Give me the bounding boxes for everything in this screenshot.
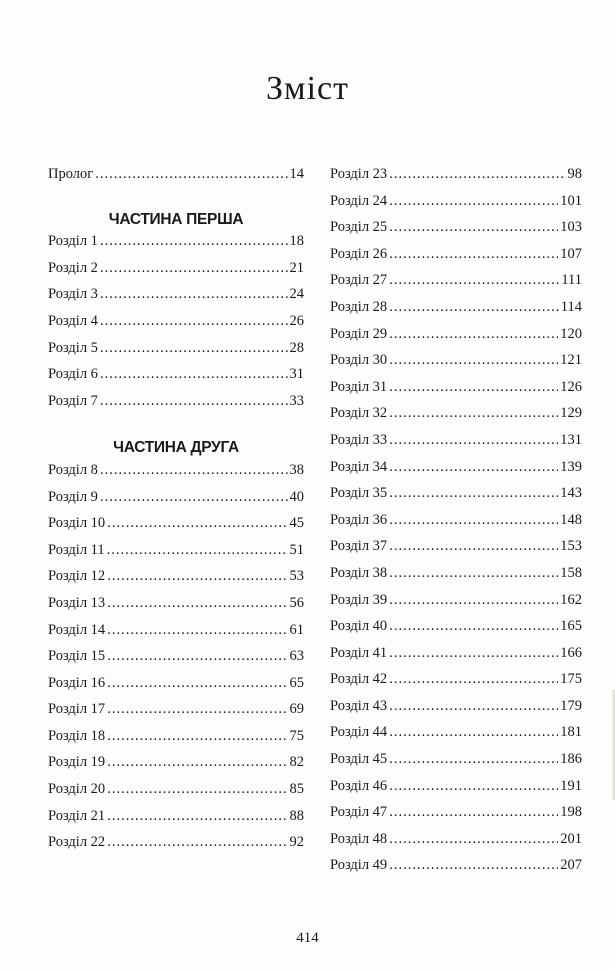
toc-entry-page: 114 bbox=[560, 298, 582, 315]
toc-entry-label: Розділ 24 bbox=[330, 192, 388, 209]
toc-entry-page: 14 bbox=[289, 166, 304, 182]
toc-entry-label: Розділ 27 bbox=[330, 272, 388, 289]
toc-entry-page: 103 bbox=[560, 219, 582, 236]
toc-entry-label: Розділ 5 bbox=[48, 339, 98, 356]
toc-entry[interactable] bbox=[330, 379, 582, 406]
toc-entry[interactable] bbox=[330, 299, 582, 326]
toc-entry-page: 63 bbox=[289, 648, 304, 665]
toc-entry-label: Розділ 37 bbox=[330, 538, 388, 555]
toc-entry-page: 98 bbox=[567, 166, 582, 182]
toc-entry[interactable] bbox=[48, 489, 304, 516]
toc-entry[interactable] bbox=[48, 675, 304, 702]
toc-entry-label: Розділ 30 bbox=[330, 352, 388, 369]
toc-entry-label: Розділ 6 bbox=[48, 366, 98, 383]
toc-entry[interactable] bbox=[48, 648, 304, 675]
toc-entry[interactable] bbox=[48, 340, 304, 367]
toc-entry[interactable] bbox=[330, 618, 582, 645]
leader-dots bbox=[389, 538, 558, 555]
toc-entry[interactable] bbox=[330, 432, 582, 459]
toc-entry[interactable] bbox=[330, 592, 582, 619]
toc-entry[interactable] bbox=[48, 393, 304, 420]
leader-dots bbox=[389, 193, 558, 210]
toc-entry-label: Розділ 39 bbox=[330, 591, 388, 608]
toc-entry-page: 92 bbox=[289, 834, 304, 851]
toc-entry-page: 148 bbox=[560, 511, 582, 528]
toc-entry-label: Розділ 49 bbox=[330, 857, 388, 874]
toc-entry[interactable] bbox=[330, 698, 582, 725]
toc-entry-label: Розділ 38 bbox=[330, 564, 388, 581]
toc-entry[interactable] bbox=[48, 701, 304, 728]
toc-entry-label: Розділ 1 bbox=[48, 233, 98, 250]
toc-entry-page: 186 bbox=[560, 751, 582, 768]
toc-entry[interactable] bbox=[48, 728, 304, 755]
toc-entry[interactable] bbox=[330, 193, 582, 220]
leader-dots bbox=[389, 459, 558, 476]
toc-entry-page: 158 bbox=[560, 564, 582, 581]
leader-dots bbox=[107, 701, 287, 718]
toc-entry-page: 131 bbox=[560, 431, 582, 448]
toc-entry-label: Розділ 26 bbox=[330, 245, 388, 262]
leader-dots bbox=[389, 432, 558, 449]
toc-entry-page: 82 bbox=[289, 754, 304, 771]
toc-entry[interactable] bbox=[330, 565, 582, 592]
leader-dots bbox=[389, 352, 558, 369]
leader-dots bbox=[389, 724, 558, 741]
toc-entry[interactable] bbox=[330, 166, 582, 193]
toc-entry[interactable] bbox=[48, 781, 304, 808]
leader-dots bbox=[389, 857, 558, 874]
toc-entry[interactable] bbox=[330, 831, 582, 858]
toc-entry[interactable] bbox=[330, 538, 582, 565]
toc-entry-page: 165 bbox=[560, 618, 582, 635]
toc-entry-label: Розділ 45 bbox=[330, 751, 388, 768]
toc-entry-page: 181 bbox=[560, 724, 582, 741]
toc-entry[interactable] bbox=[48, 834, 304, 861]
toc-entry-page: 38 bbox=[289, 461, 304, 478]
leader-dots bbox=[107, 728, 287, 745]
leader-dots bbox=[389, 645, 558, 662]
toc-entry-label: Розділ 7 bbox=[48, 392, 98, 409]
toc-entry-page: 21 bbox=[289, 259, 304, 276]
toc-entry-label: Розділ 40 bbox=[330, 618, 388, 635]
leader-dots bbox=[389, 831, 558, 848]
toc-entry-label: Розділ 10 bbox=[48, 515, 106, 532]
toc-entry-label: Розділ 8 bbox=[48, 461, 98, 478]
toc-entry-label: Пролог bbox=[48, 166, 94, 182]
toc-entry-label: Розділ 42 bbox=[330, 671, 388, 688]
toc-entry[interactable] bbox=[48, 808, 304, 835]
toc-entry-page: 179 bbox=[560, 697, 582, 714]
toc-entry-label: Розділ 13 bbox=[48, 594, 106, 611]
toc-entry[interactable] bbox=[330, 804, 582, 831]
leader-dots bbox=[389, 671, 558, 688]
leader-dots bbox=[107, 595, 287, 612]
toc-entry-label: Розділ 43 bbox=[330, 697, 388, 714]
toc-right-column bbox=[330, 166, 582, 884]
toc-entry[interactable] bbox=[330, 512, 582, 539]
leader-dots bbox=[389, 485, 558, 502]
leader-dots bbox=[100, 462, 288, 479]
toc-entry-page: 75 bbox=[289, 727, 304, 744]
toc-entry-page: 65 bbox=[289, 674, 304, 691]
toc-entry[interactable] bbox=[330, 485, 582, 512]
leader-dots bbox=[100, 366, 288, 383]
part-heading-1: ЧАСТИНА ПЕРША bbox=[108, 210, 244, 228]
toc-entry[interactable] bbox=[48, 622, 304, 649]
toc-entry[interactable] bbox=[330, 645, 582, 672]
leader-dots bbox=[107, 622, 287, 639]
leader-dots bbox=[107, 834, 287, 851]
toc-entry-label: Розділ 35 bbox=[330, 485, 388, 502]
toc-entry[interactable] bbox=[330, 778, 582, 805]
toc-entry-label: Розділ 44 bbox=[330, 724, 388, 741]
leader-dots bbox=[389, 618, 558, 635]
part-heading-2: ЧАСТИНА ДРУГА bbox=[113, 439, 239, 457]
toc-entry-page: 201 bbox=[560, 830, 582, 847]
toc-entry-label: Розділ 3 bbox=[48, 286, 98, 303]
toc-entry[interactable] bbox=[48, 595, 304, 622]
toc-entry-page: 101 bbox=[560, 192, 582, 209]
toc-entry[interactable] bbox=[48, 462, 304, 489]
toc-list-part-2 bbox=[48, 462, 304, 861]
toc-entry[interactable] bbox=[330, 326, 582, 353]
leader-dots bbox=[389, 272, 559, 289]
leader-dots bbox=[389, 379, 558, 396]
page-edge-shadow bbox=[611, 690, 615, 800]
toc-entry[interactable] bbox=[330, 671, 582, 698]
leader-dots bbox=[389, 246, 558, 263]
leader-dots bbox=[100, 233, 288, 250]
toc-entry-page: 69 bbox=[289, 701, 304, 718]
toc-entry-label: Розділ 2 bbox=[48, 259, 98, 276]
toc-entry-label: Розділ 21 bbox=[48, 807, 106, 824]
leader-dots bbox=[107, 515, 287, 532]
toc-entry-label: Розділ 19 bbox=[48, 754, 106, 771]
toc-entry-label: Розділ 11 bbox=[48, 541, 105, 558]
toc-entry-page: 31 bbox=[289, 366, 304, 383]
toc-entry[interactable] bbox=[48, 260, 304, 287]
toc-entry-label: Розділ 31 bbox=[330, 378, 388, 395]
toc-entry[interactable] bbox=[48, 233, 304, 260]
toc-entry-page: 143 bbox=[560, 485, 582, 502]
toc-entry-page: 126 bbox=[560, 378, 582, 395]
toc-entry-page: 111 bbox=[561, 272, 582, 289]
toc-entry-page: 191 bbox=[560, 777, 582, 794]
toc-entry-page: 18 bbox=[289, 233, 304, 250]
toc-entry-label: Розділ 16 bbox=[48, 674, 106, 691]
leader-dots bbox=[389, 565, 558, 582]
toc-entry[interactable] bbox=[330, 219, 582, 246]
toc-entry-label: Розділ 15 bbox=[48, 648, 106, 665]
toc-entry-page: 121 bbox=[560, 352, 582, 369]
toc-entry-page: 28 bbox=[289, 339, 304, 356]
toc-entry[interactable] bbox=[330, 352, 582, 379]
toc-entry-page: 162 bbox=[560, 591, 582, 608]
toc-entry-label: Розділ 17 bbox=[48, 701, 106, 718]
leader-dots bbox=[100, 313, 288, 330]
toc-entry[interactable] bbox=[330, 405, 582, 432]
leader-dots bbox=[107, 568, 287, 585]
toc-entry-page: 53 bbox=[289, 568, 304, 585]
leader-dots bbox=[100, 260, 288, 277]
toc-entry-label: Розділ 14 bbox=[48, 621, 106, 638]
toc-entry-label: Розділ 18 bbox=[48, 727, 106, 744]
toc-entry[interactable] bbox=[330, 724, 582, 751]
toc-entry-label: Розділ 48 bbox=[330, 830, 388, 847]
toc-left-column bbox=[48, 166, 304, 861]
toc-entry-page: 129 bbox=[560, 405, 582, 422]
page-number: 414 bbox=[296, 930, 319, 946]
toc-entry[interactable] bbox=[330, 459, 582, 486]
toc-entry-page: 107 bbox=[560, 245, 582, 262]
toc-entry[interactable] bbox=[48, 754, 304, 781]
leader-dots bbox=[389, 592, 558, 609]
toc-entry[interactable] bbox=[48, 313, 304, 340]
toc-entry-label: Розділ 20 bbox=[48, 781, 106, 798]
toc-entry[interactable] bbox=[48, 286, 304, 313]
toc-entry-label: Розділ 34 bbox=[330, 458, 388, 475]
leader-dots bbox=[389, 405, 558, 422]
toc-entry-label: Розділ 25 bbox=[330, 219, 388, 236]
toc-entry-page: 51 bbox=[289, 541, 304, 558]
toc-entry-page: 56 bbox=[289, 594, 304, 611]
toc-entry-label: Розділ 36 bbox=[330, 511, 388, 528]
toc-entry[interactable] bbox=[48, 366, 304, 393]
toc-entry[interactable] bbox=[330, 857, 582, 884]
toc-entry-label: Розділ 9 bbox=[48, 488, 98, 505]
toc-entry[interactable] bbox=[48, 542, 304, 569]
toc-entry-label: Розділ 29 bbox=[330, 325, 388, 342]
page-title: Зміст bbox=[266, 70, 349, 107]
toc-list-right bbox=[330, 166, 582, 884]
toc-entry-page: 26 bbox=[289, 312, 304, 329]
leader-dots bbox=[389, 326, 558, 343]
toc-entry-label: Розділ 33 bbox=[330, 431, 388, 448]
toc-entry-label: Розділ 4 bbox=[48, 312, 98, 329]
leader-dots bbox=[107, 648, 287, 665]
toc-entry-page: 33 bbox=[289, 392, 304, 409]
toc-entry-page: 153 bbox=[560, 538, 582, 555]
toc-entry-label: Розділ 41 bbox=[330, 644, 388, 661]
leader-dots bbox=[100, 286, 288, 303]
leader-dots bbox=[389, 698, 558, 715]
toc-entry-label: Розділ 28 bbox=[330, 298, 388, 315]
leader-dots bbox=[100, 340, 288, 357]
toc-entry-page: 207 bbox=[560, 857, 582, 874]
toc-entry[interactable] bbox=[330, 272, 582, 299]
toc-entry-page: 85 bbox=[289, 781, 304, 798]
toc-entry-page: 88 bbox=[289, 807, 304, 824]
leader-dots bbox=[107, 542, 288, 559]
leader-dots bbox=[389, 219, 558, 236]
toc-entry-page: 198 bbox=[560, 804, 582, 821]
toc-entry-label: Розділ 47 bbox=[330, 804, 388, 821]
toc-entry-label: Розділ 46 bbox=[330, 777, 388, 794]
toc-entry-page: 61 bbox=[289, 621, 304, 638]
toc-entry-page: 40 bbox=[289, 488, 304, 505]
leader-dots bbox=[107, 808, 287, 825]
toc-entry-page: 120 bbox=[560, 325, 582, 342]
leader-dots bbox=[389, 778, 558, 795]
toc-entry[interactable] bbox=[330, 751, 582, 778]
toc-entry-label: Розділ 32 bbox=[330, 405, 388, 422]
leader-dots bbox=[389, 751, 558, 768]
toc-entry-label: Розділ 23 bbox=[330, 166, 388, 182]
leader-dots bbox=[100, 489, 288, 506]
leader-dots bbox=[95, 166, 287, 183]
toc-entry-label: Розділ 22 bbox=[48, 834, 106, 851]
toc-entry[interactable] bbox=[48, 515, 304, 542]
leader-dots bbox=[389, 299, 559, 316]
toc-list-part-1 bbox=[48, 233, 304, 419]
leader-dots bbox=[389, 804, 558, 821]
toc-entry[interactable] bbox=[48, 568, 304, 595]
toc-entry-page: 24 bbox=[289, 286, 304, 303]
toc-entry-page: 175 bbox=[560, 671, 582, 688]
leader-dots bbox=[100, 393, 288, 410]
toc-entry-page: 166 bbox=[560, 644, 582, 661]
toc-entry-label: Розділ 12 bbox=[48, 568, 106, 585]
leader-dots bbox=[107, 675, 287, 692]
leader-dots bbox=[107, 754, 287, 771]
toc-entry-page: 139 bbox=[560, 458, 582, 475]
toc-entry[interactable] bbox=[330, 246, 582, 273]
toc-entry-prologue[interactable] bbox=[48, 166, 304, 193]
leader-dots bbox=[389, 512, 558, 529]
leader-dots bbox=[107, 781, 287, 798]
toc-entry-page: 45 bbox=[289, 515, 304, 532]
leader-dots bbox=[389, 166, 565, 183]
